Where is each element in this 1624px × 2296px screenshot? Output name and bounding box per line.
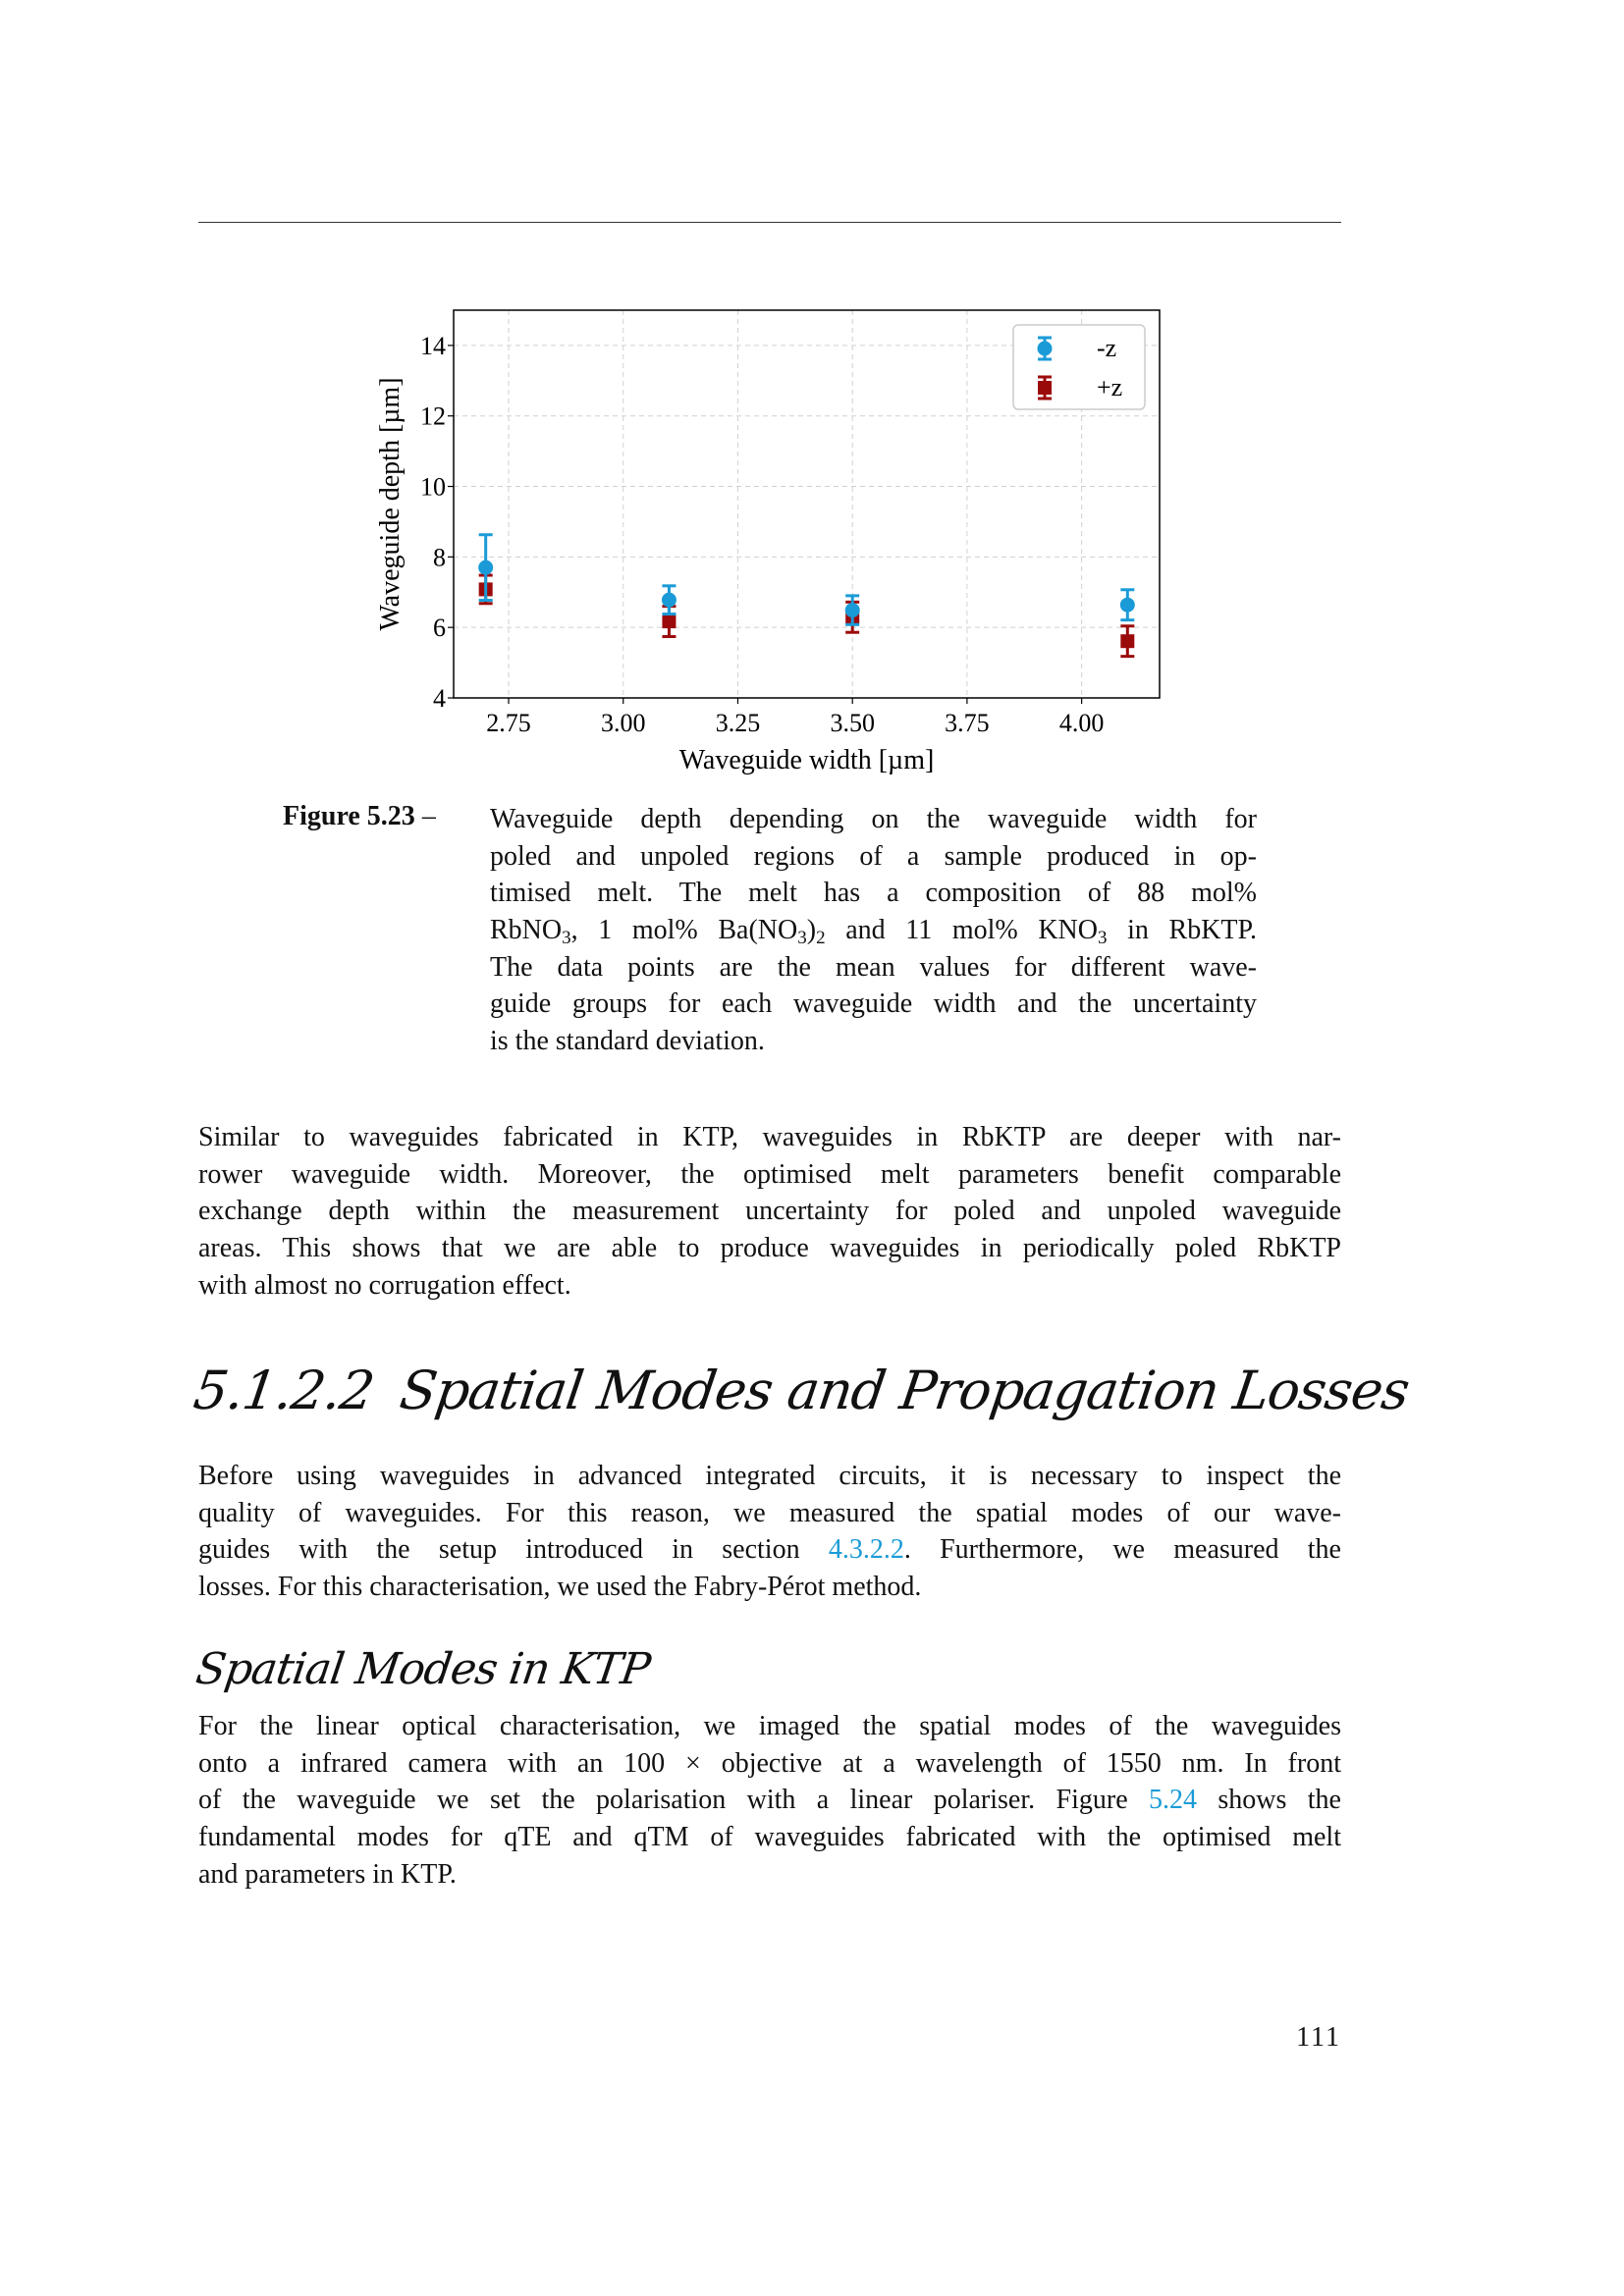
- subscript: 3: [562, 928, 571, 949]
- section-heading: [190, 1360, 1413, 1421]
- text-span: Before using waveguides in advanced integrated circuits, it is necessary to inspect the: [198, 1461, 1341, 1491]
- text-line: [198, 1708, 1341, 1745]
- text-line: [198, 1156, 1341, 1194]
- figure-label: [283, 801, 436, 832]
- legend-marker: [1038, 381, 1052, 395]
- text-line: [198, 1569, 1341, 1606]
- text-line: [198, 1819, 1341, 1856]
- figure-number: Figure 5.23: [283, 801, 415, 831]
- x-tick-label: 3.00: [600, 709, 646, 737]
- data-point-minus-z: [845, 603, 860, 617]
- text-span: poled and unpoled regions of a sample produced in op-: [490, 840, 1257, 872]
- section-title: Spatial Modes and Propagation Losses: [396, 1360, 1413, 1421]
- text-line: [490, 1023, 1257, 1060]
- text-line: [198, 1193, 1341, 1230]
- text-span: in RbKTP.: [1107, 915, 1257, 946]
- cross-reference-link[interactable]: 5.24: [1149, 1785, 1197, 1816]
- section-number: 5.1.2.2: [189, 1360, 378, 1421]
- text-span: and 11 mol% KNO: [825, 915, 1098, 946]
- x-axis-label: Waveguide width [µm]: [678, 745, 935, 775]
- text-span: Similar to waveguides fabricated in KTP, waveguides in RbKTP are deeper with nar-: [198, 1122, 1341, 1152]
- y-tick-label: 12: [420, 401, 446, 431]
- text-span: quality of waveguides. For this reason, we measured the spatial modes of our wave-: [198, 1497, 1341, 1528]
- text-line: [198, 1119, 1341, 1156]
- waveguide-depth-chart: [363, 294, 1178, 785]
- text-line: [490, 875, 1257, 912]
- text-line: [198, 1531, 1341, 1569]
- text-span: For the linear optical characterisation, we imaged the spatial modes of the waveguides: [198, 1711, 1341, 1741]
- text-span: RbNO: [490, 915, 563, 946]
- x-tick-label: 2.75: [486, 709, 531, 737]
- y-axis-label: Waveguide depth [µm]: [375, 377, 406, 631]
- text-line: [198, 1230, 1341, 1267]
- paragraph-spatial-modes: [198, 1708, 1341, 1893]
- y-tick-label: 8: [433, 543, 446, 572]
- subscript: 2: [816, 928, 826, 949]
- data-point-minus-z: [478, 561, 493, 575]
- legend-label: -z: [1097, 334, 1117, 362]
- text-line: [198, 1856, 1341, 1894]
- subsection-heading: Spatial Modes in KTP: [192, 1644, 653, 1694]
- header-rule: [198, 222, 1341, 223]
- y-tick-label: 4: [433, 684, 446, 713]
- text-line: [490, 986, 1257, 1023]
- text-span: Waveguide depth depending on the waveguide width for: [490, 804, 1257, 834]
- text-line: [198, 1458, 1341, 1495]
- subscript: 3: [1098, 928, 1108, 949]
- text-span: ): [806, 915, 817, 946]
- text-span: fundamental modes for qTE and qTM of waveguides fabricated with the optimised melt: [198, 1822, 1341, 1853]
- page-number: 111: [1296, 2022, 1341, 2053]
- text-span: of the waveguide we set the polarisation with a linear polariser. Figure: [198, 1785, 1149, 1816]
- x-tick-label: 3.75: [945, 709, 990, 737]
- data-point-plus-z: [1120, 634, 1134, 648]
- text-span: is the standard deviation.: [490, 1026, 765, 1057]
- text-span: timised melt. The melt has a composition of 88 mol%: [490, 878, 1257, 909]
- x-tick-label: 4.00: [1058, 709, 1105, 737]
- cross-reference-link[interactable]: 4.3.2.2: [828, 1534, 904, 1566]
- figure-dash: –: [421, 801, 436, 831]
- data-point-plus-z: [662, 614, 676, 628]
- text-line: [490, 949, 1257, 987]
- text-span: areas. This shows that we are able to produce waveguides in periodically poled RbKTP: [198, 1233, 1341, 1264]
- legend-marker: [1038, 342, 1053, 356]
- text-span: rower waveguide width. Moreover, the optimised melt parameters benefit comparable: [198, 1158, 1341, 1190]
- text-line: [490, 838, 1257, 876]
- text-span: onto a infrared camera with an 100 × objective at a wavelength of 1550 nm. In front: [198, 1747, 1341, 1779]
- x-tick-label: 3.50: [830, 709, 875, 737]
- paragraph-intro-losses: [198, 1458, 1341, 1606]
- legend-label: +z: [1097, 373, 1123, 401]
- text-line: [198, 1745, 1341, 1783]
- text-span: guides with the setup introduced in section: [198, 1534, 829, 1566]
- text-span: with almost no corrugation effect.: [198, 1269, 571, 1301]
- subscript: 3: [797, 928, 807, 949]
- text-span: shows the: [1197, 1785, 1341, 1816]
- y-tick-label: 14: [420, 331, 446, 360]
- text-span: and parameters in KTP.: [198, 1858, 457, 1890]
- x-tick-label: 3.25: [715, 709, 761, 737]
- legend-box: [1013, 325, 1145, 409]
- text-span: losses. For this characterisation, we used the Fabry-Pérot method.: [198, 1572, 922, 1603]
- y-tick-label: 6: [433, 614, 446, 643]
- text-line: [490, 801, 1257, 838]
- text-line: [198, 1267, 1341, 1305]
- y-tick-label: 10: [420, 472, 446, 502]
- data-point-minus-z: [1120, 598, 1135, 613]
- data-point-minus-z: [662, 593, 677, 608]
- text-span: . Furthermore, we measured the: [903, 1534, 1341, 1566]
- text-span: The data points are the mean values for different wave-: [490, 951, 1257, 983]
- figure-caption: [490, 801, 1257, 1060]
- text-span: exchange depth within the measurement uncertainty for poled and unpoled waveguide: [198, 1196, 1341, 1227]
- paragraph-rbktp-depth: [198, 1119, 1341, 1304]
- text-line: [198, 1782, 1341, 1819]
- text-line: [490, 912, 1257, 949]
- text-span: guide groups for each waveguide width and the uncertainty: [490, 988, 1257, 1020]
- text-line: [198, 1495, 1341, 1532]
- text-span: , 1 mol% Ba(NO: [570, 915, 798, 946]
